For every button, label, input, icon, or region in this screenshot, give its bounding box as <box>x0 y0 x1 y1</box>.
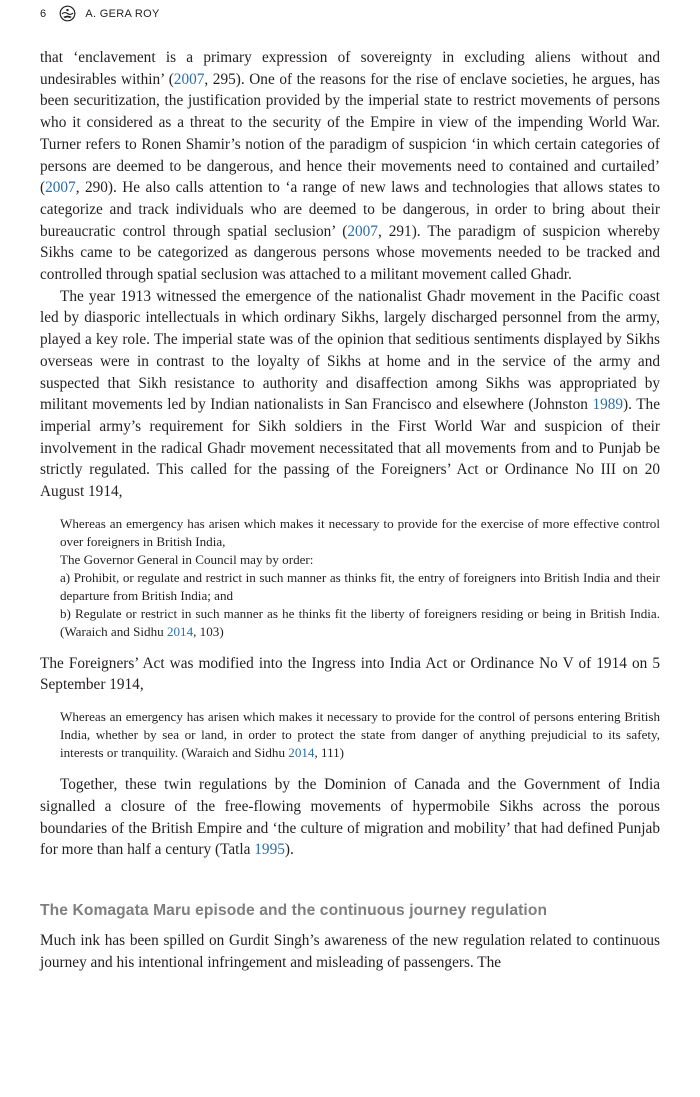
citation-link[interactable]: 1995 <box>254 841 285 859</box>
text-run: Together, these twin regulations by the Dominion of Canada and the Government of India signalled a closure of the free-flowing movements of hypermobile Sikhs across the porous boundaries of the British Empire and ‘the culture of migration and mobility’ that had defined Punjab for more than half a century (Tatla <box>40 776 660 859</box>
page-number: 6 <box>40 7 47 20</box>
quote-line: a) Prohibit, or regulate and restrict in such manner as thinks fit, the entry of foreigners into British India and their departure from British India; and <box>60 569 660 603</box>
text-run: b) Regulate or restrict in such manner as he thinks fit the liberty of foreigners residing or being in British India. (Waraich and Sidhu <box>60 605 660 639</box>
citation-link[interactable]: 2007 <box>45 179 76 197</box>
block-quote-1 <box>60 515 660 641</box>
citation-link[interactable]: 2014 <box>166 623 194 639</box>
quote-line: Whereas an emergency has arisen which makes it necessary to provide for the exercise of more effective control over foreigners in British India, <box>60 515 660 549</box>
running-author: A. GERA ROY <box>85 7 160 20</box>
publisher-logo-icon <box>59 5 76 22</box>
quote-line <box>60 708 660 762</box>
text-run: ). The imperial army’s requirement for Sikh soldiers in the First World War and suspicion of their involvement in the radical Ghadr movement necessitated that all movements from and to Punjab be strictly regulated. This called for the passing of the Foreigners’ Act or Ordinance No III on 20 August 1914, <box>40 396 660 501</box>
body-text <box>40 47 660 973</box>
citation-link[interactable]: 2014 <box>288 745 315 761</box>
text-run: that ‘enclavement is a primary expression of sovereignty in excluding aliens without and undesirables within’ ( <box>40 49 660 88</box>
citation-link[interactable]: 1989 <box>592 396 624 414</box>
text-run: , 295). One of the reasons for the rise of enclave societies, he argues, has been securitization, the justification provided by the imperial state to restrict movements of persons who it considered as a threat to the security of the Empire in view of the impending World War. Turner refers to Ronen Shamir’s notion of the paradigm of suspicion ‘in which certain categories of persons are deemed to be dangerous, and hence their movements need to contained and curtailed’ ( <box>40 70 660 197</box>
text-run: , 290). He also calls attention to ‘a range of new laws and technologies that allows states to categorize and track individuals who are deemed to be dangerous, in order to bring about their bureaucratic control through spatial seclusion’ ( <box>40 179 660 240</box>
paragraph-5: Much ink has been spilled on Gurdit Singh’s awareness of the new regulation related to continuous journey and his intentional infringement and misleading of passengers. The <box>40 931 660 971</box>
paragraph-1 <box>40 47 660 286</box>
text-run: , 103) <box>193 623 224 639</box>
text-run: , 291). The paradigm of suspicion whereby Sikhs came to be categorized as dangerous persons whose movements needed to be tracked and controlled through spatial seclusion was attached to a militant movement called Ghadr. <box>40 222 661 284</box>
paragraph-4 <box>40 774 660 861</box>
paragraph-2 <box>40 286 660 503</box>
section-heading: The Komagata Maru episode and the continuous journey regulation <box>40 901 548 919</box>
citation-link[interactable]: 2007 <box>347 222 378 240</box>
quote-line <box>60 605 660 641</box>
paragraph-3: The Foreigners’ Act was modified into the Ingress into India Act or Ordinance No V of 1914 on 5 September 1914, <box>40 654 660 694</box>
quote-line: The Governor General in Council may by order: <box>60 551 314 567</box>
block-quote-2 <box>60 708 660 762</box>
text-run: ). <box>284 841 294 859</box>
text-run: Whereas an emergency has arisen which makes it necessary to provide for the control of persons entering British India, whether by sea or land, in order to protect the state from danger of anything prejudicial to its safety, interests or tranquility. (Waraich and Sidhu <box>60 709 660 761</box>
running-header <box>40 5 160 22</box>
text-run: , 111) <box>314 745 345 761</box>
citation-link[interactable]: 2007 <box>173 70 205 88</box>
text-run: The year 1913 witnessed the emergence of the nationalist Ghadr movement in the Pacific coast led by diasporic intellectuals in which ordinary Sikhs, largely discharged personnel from the army, played a key role. The imperial state was of the opinion that seditious sentiments displayed by Sikhs overseas were in contrast to the loyalty of Sikhs at home and in the service of the army and suspected that Sikh resistance to authority and disaffection among Sikhs was appropriated by militant movements led by Indian nationalists in San Francisco and elsewhere (Johnston <box>40 287 660 414</box>
